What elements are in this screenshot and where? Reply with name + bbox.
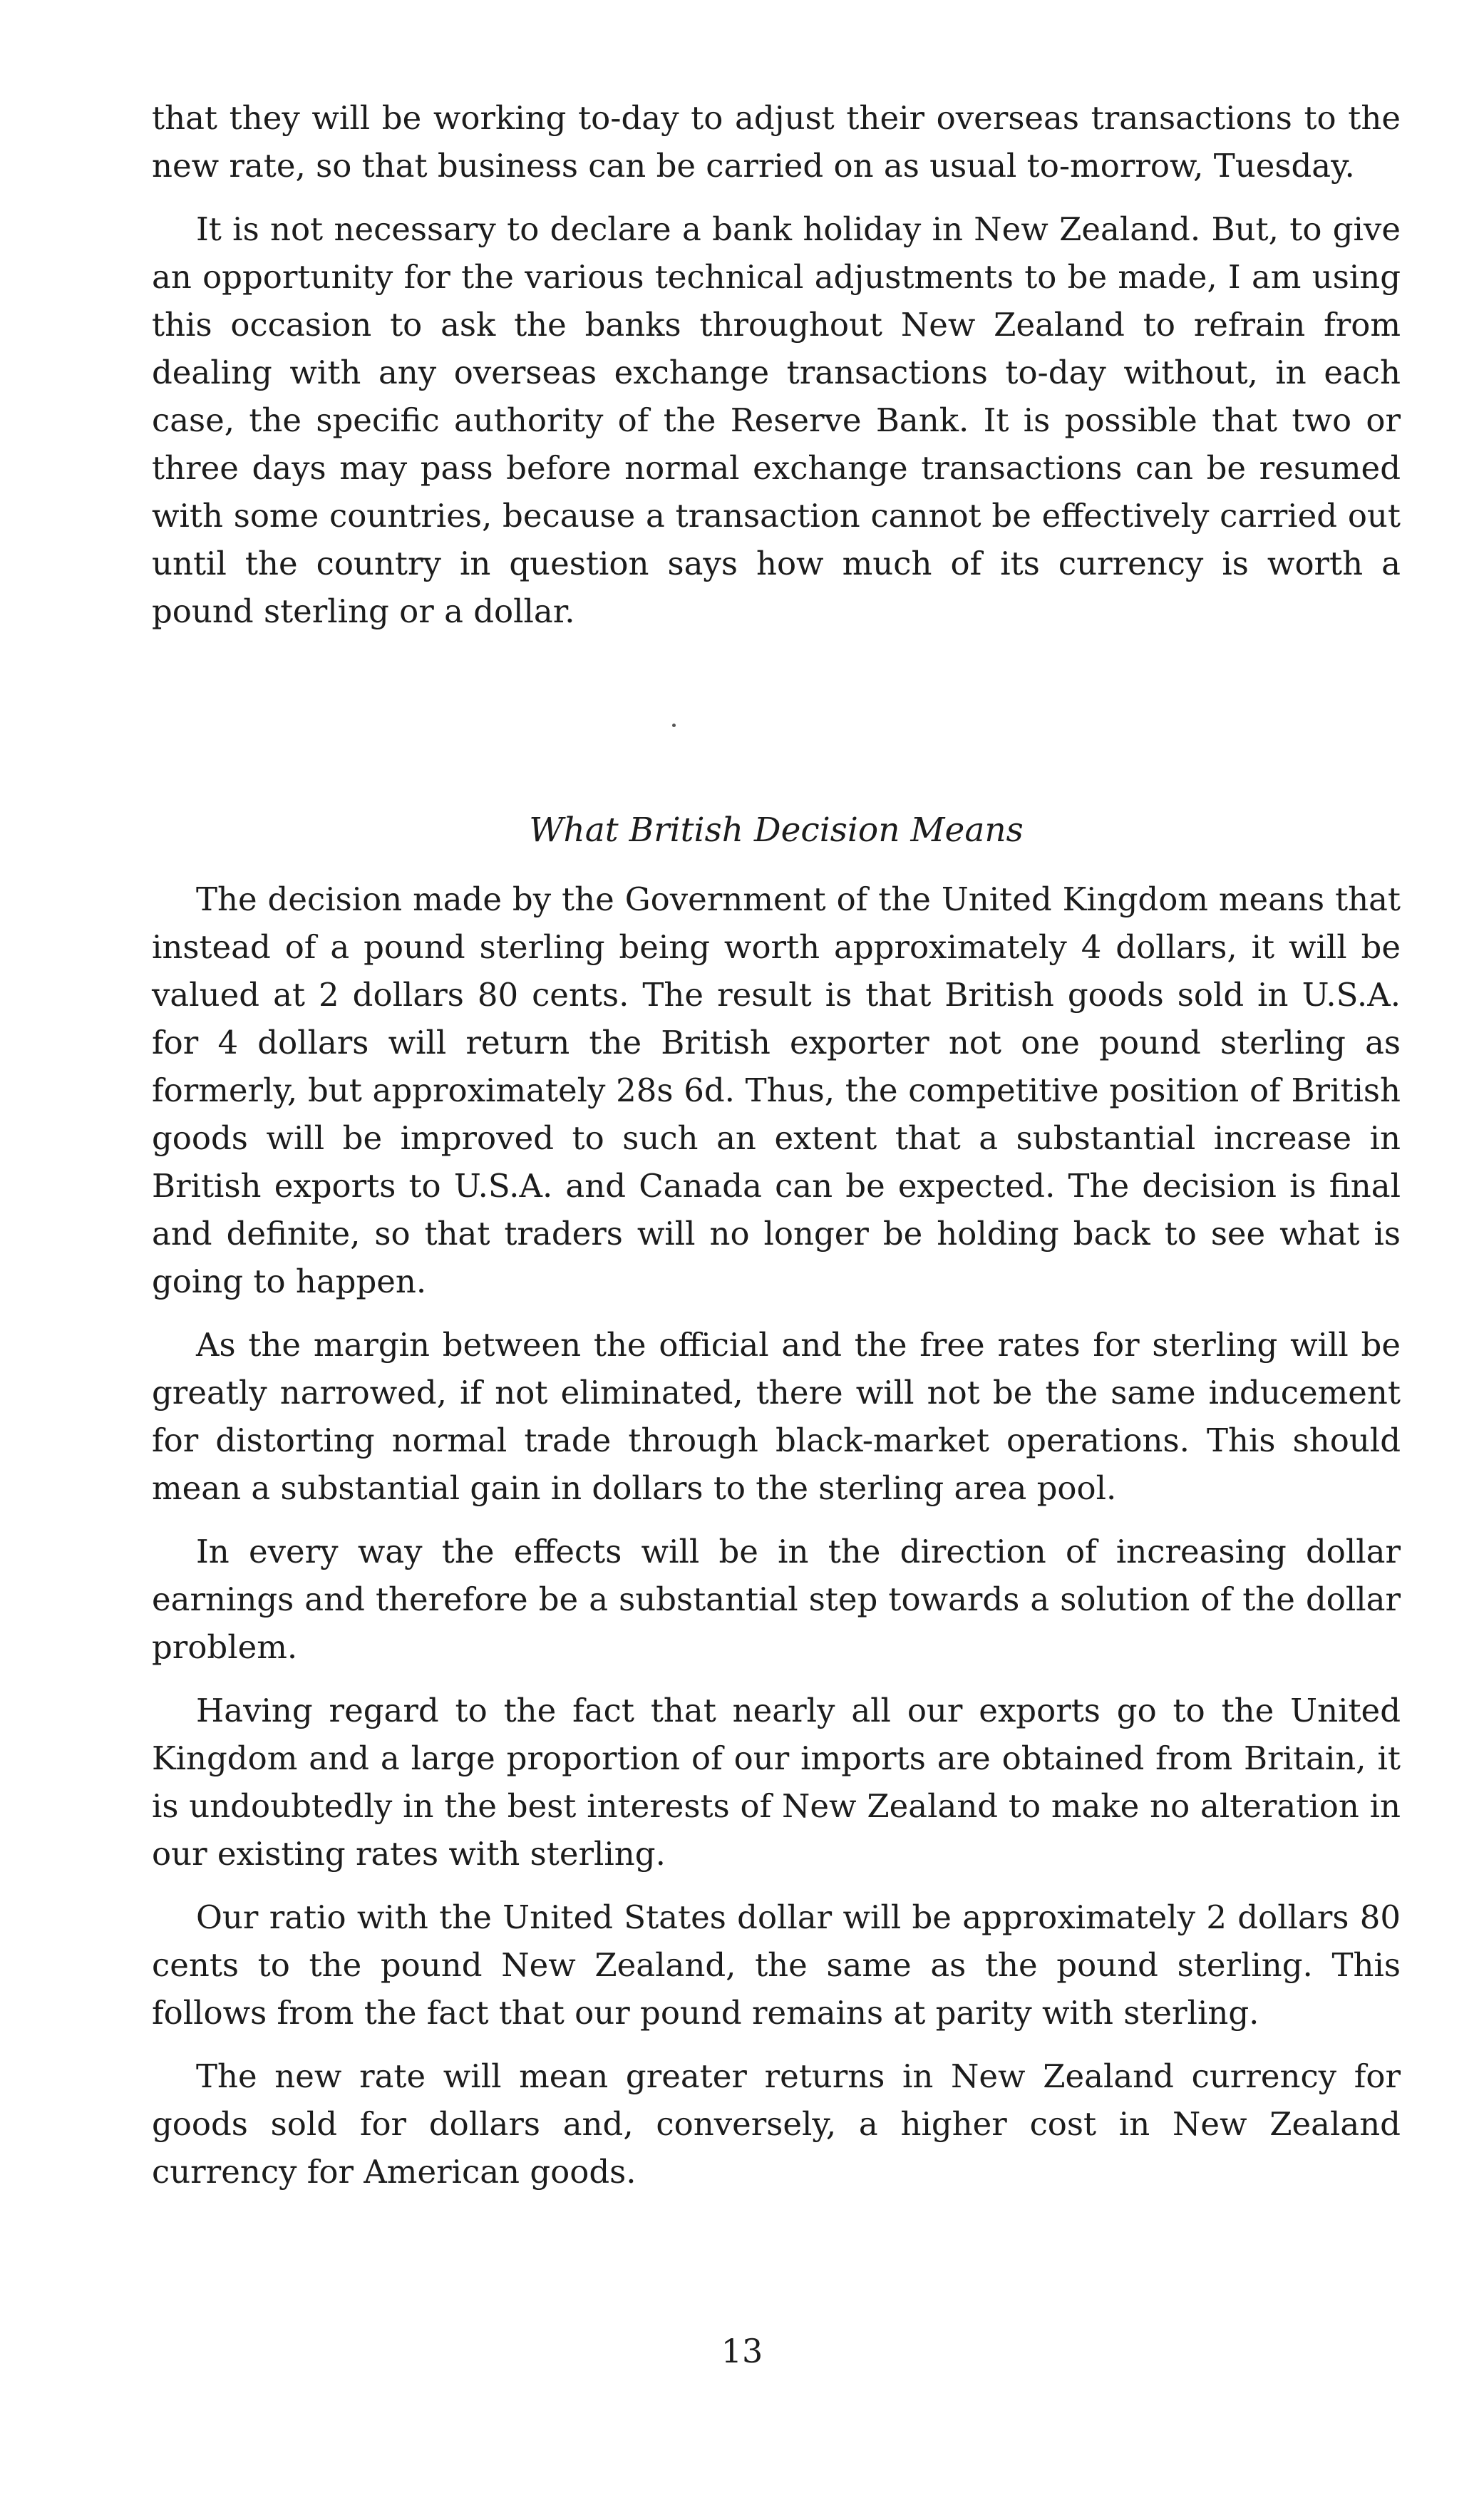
stray-mark: [672, 724, 676, 727]
continuation-paragraph: that they will be working to-day to adjust their overseas transactions to the new rate, so that business can be carried on as usual to-morrow, Tuesday.: [152, 99, 1401, 185]
top-text-block: [152, 94, 1401, 635]
effects-paragraph: In every way the effects will be in the direction of increasing dollar earnings and therefore be a substantial step towards a solution of the dollar problem.: [152, 1533, 1401, 1666]
page-number: 13: [721, 2332, 763, 2370]
body-text-block: [152, 875, 1401, 2196]
bank-holiday-paragraph: It is not necessary to declare a bank holiday in New Zealand. But, to give an opportunity for the various technical adjustments to be made, I am using this occasion to ask the banks throughout New Zealand to refrain from dealing with any overseas exchange transactions to-day without, in each case, the specific authority of the Reserve Bank. It is possible that two or three days may pass before normal exchange transactions can be resumed with some countries, because a transaction cannot be effectively carried out until the country in question says how much of its currency is worth a pound sterling or a dollar.: [152, 210, 1401, 630]
new-rate-paragraph: The new rate will mean greater returns in New Zealand currency for goods sold for dollars and, conversely, a higher cost in New Zealand currency for American goods.: [152, 2057, 1401, 2191]
decision-paragraph: The decision made by the Government of the United Kingdom means that instead of a pound sterling being worth approximately 4 dollars, it will be valued at 2 dollars 80 cents. The result is that British goods sold in U.S.A. for 4 dollars will return the British exporter not one pound sterling as formerly, but approximately 28s 6d. Thus, the competitive position of British goods will be improved to such an extent that a substantial increase in British exports to U.S.A. and Canada can be expected. The decision is final and definite, so that traders will no longer be holding back to see what is going to happen.: [152, 880, 1401, 1300]
margin-paragraph: As the margin between the official and the free rates for sterling will be greatly narrowed, if not eliminated, there will not be the same inducement for distorting normal trade through black-market operations. This should mean a substantial gain in dollars to the sterling area pool.: [152, 1326, 1401, 1507]
regard-paragraph: Having regard to the fact that nearly all our exports go to the United Kingdom and a large proportion of our imports are obtained from Britain, it is undoubtedly in the best interests of New Zealand to make no alteration in our existing rates with sterling.: [152, 1692, 1401, 1873]
section-heading: What British Decision Means: [529, 811, 1024, 850]
ratio-paragraph: Our ratio with the United States dollar will be approximately 2 dollars 80 cents to the pound New Zealand, the same as the pound sterling. This follows from the fact that our pound remains at parity with sterling.: [152, 1898, 1401, 2032]
